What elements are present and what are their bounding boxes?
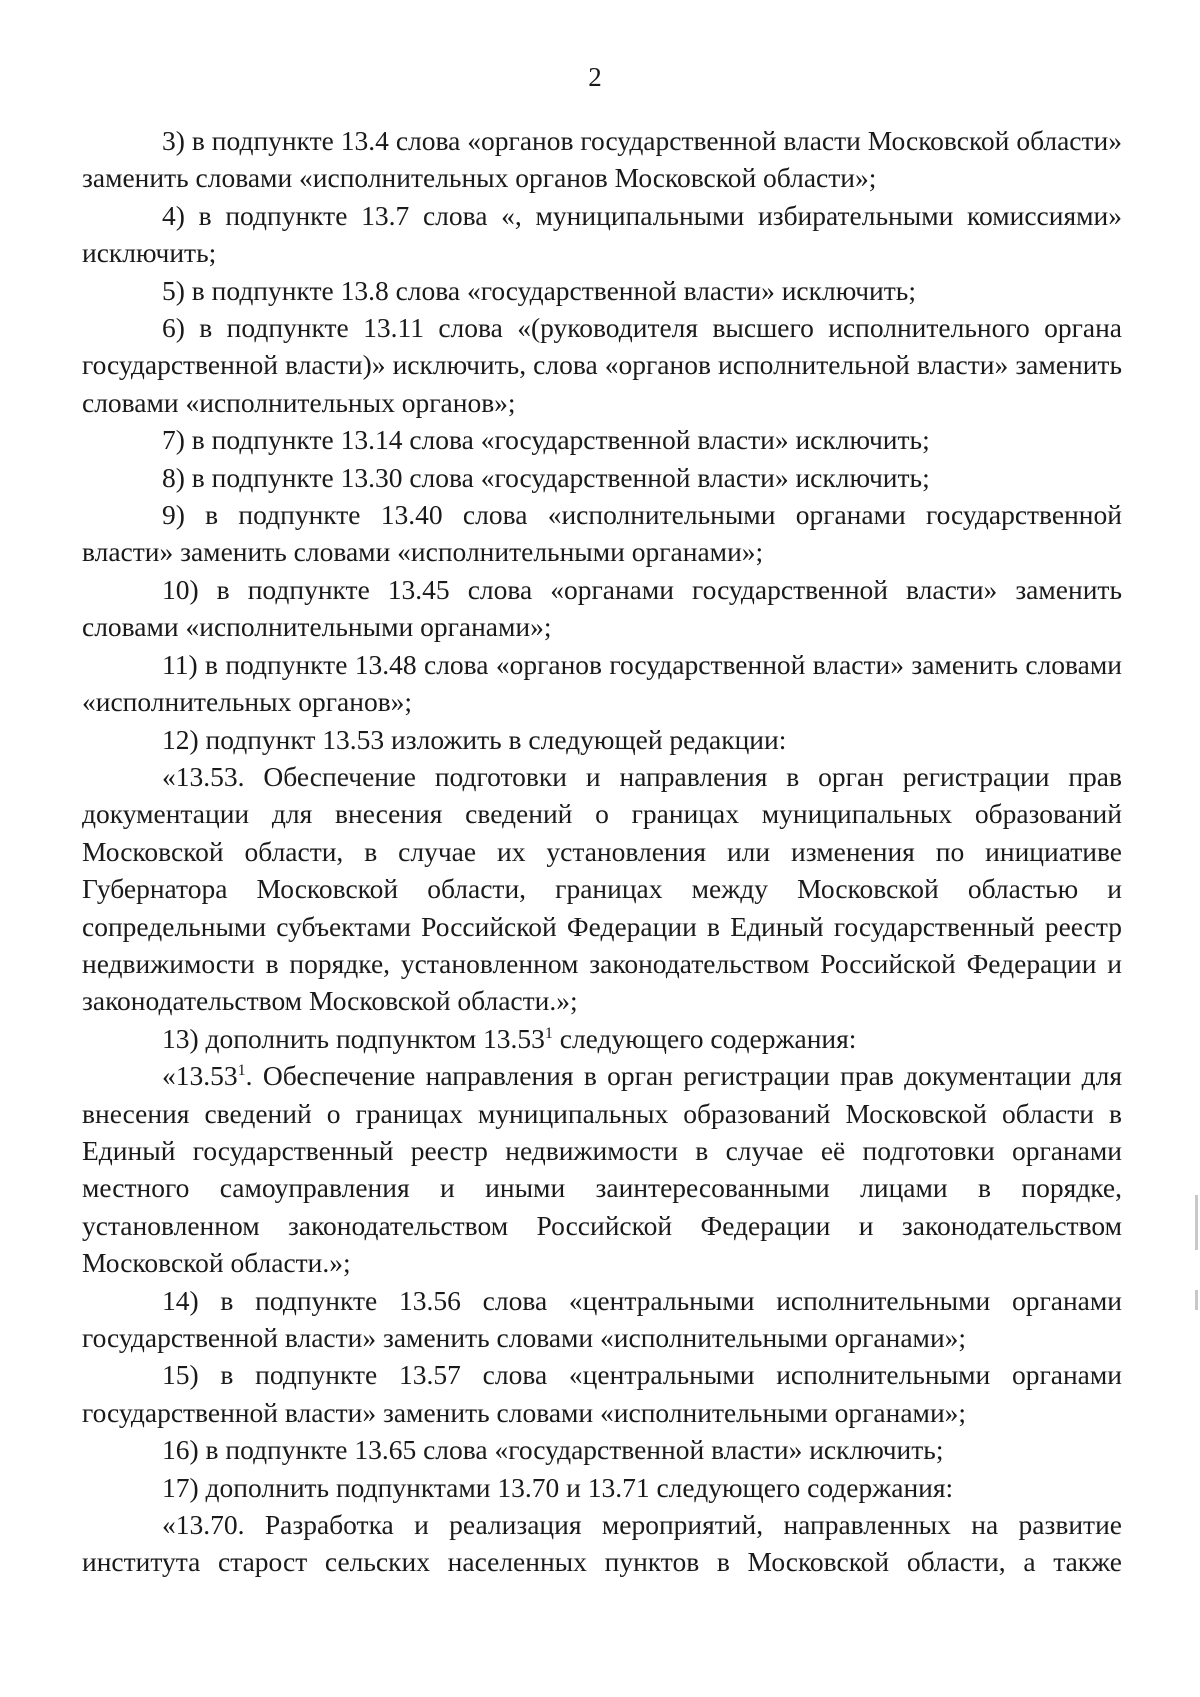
paragraph-item-14: 14) в подпункте 13.56 слова «центральными исполнительными органами государственной власти» заменить словами «исполнительными органами»; xyxy=(82,1284,1122,1353)
page-number: 2 xyxy=(588,62,602,92)
paragraph-item-15: 15) в подпункте 13.57 слова «центральными исполнительными органами государственной власти» заменить словами «исполнительными органами»; xyxy=(82,1359,1122,1428)
paragraph-item-4: 4) в подпункте 13.7 слова «, муниципальными избирательными комиссиями» исключить; xyxy=(82,199,1122,269)
superscript-index: 1 xyxy=(237,1062,246,1079)
quoted-subitem-13-53-1-number: «13.53 xyxy=(162,1060,238,1092)
paragraph-item-11: 11) в подпункте 13.48 слова «органов государственной власти» заменить словами «исполнительных органов»; xyxy=(82,648,1122,718)
superscript-index: 1 xyxy=(544,1024,553,1042)
paragraph-item-10: 10) в подпункте 13.45 слова «органами государственной власти» заменить словами «исполнительными органами»; xyxy=(82,573,1122,643)
quoted-subitem-13-53: «13.53. Обеспечение подготовки и направления в орган регистрации прав документации для внесения сведений о границах муниципальных образований Московской области, в случае их установления или изменения по инициативе Губернатора Московской области, границах между Московской областью и сопредельными субъектами Российской Федерации в Единый государственный реестр недвижимости в порядке, установленном законодательством Российской Федерации и законодательством Московской области.»; xyxy=(82,760,1122,1017)
quoted-subitem-13-53-1 xyxy=(82,1057,1122,1281)
scan-edge-mark xyxy=(1195,1290,1198,1310)
paragraph-item-16: 16) в подпункте 13.65 слова «государственной власти» исключить; xyxy=(162,1434,944,1466)
quoted-subitem-13-53-1-text: . Обеспечение направления в орган регистрации прав документации для внесения сведений о границах муниципальных образований Московской области в Единый государственный реестр недвижимости в случае её подготовки органами местного самоуправления и иными заинтересованными лицами в порядке, установленном законодательством Российской Федерации и законодательством Московской области.»; xyxy=(82,1060,1122,1279)
paragraph-item-12: 12) подпункт 13.53 изложить в следующей редакции: xyxy=(162,723,787,755)
paragraph-item-13 xyxy=(82,1020,1122,1057)
paragraph-item-3: 3) в подпункте 13.4 слова «органов государственной власти Московской области» заменить словами «исполнительных органов Московской области»; xyxy=(82,125,1122,194)
paragraph-item-13-text: 13) дополнить подпунктом 13.53 xyxy=(162,1022,545,1054)
paragraph-item-6: 6) в подпункте 13.11 слова «(руководителя высшего исполнительного органа государственной власти)» исключить, слова «органов исполнительной власти» заменить словами «исполнительных органов»; xyxy=(82,312,1122,418)
paragraph-item-5: 5) в подпункте 13.8 слова «государственной власти» исключить; xyxy=(162,274,916,306)
paragraph-item-9: 9) в подпункте 13.40 слова «исполнительными органами государственной власти» заменить словами «исполнительными органами»; xyxy=(82,499,1122,568)
scan-edge-mark xyxy=(1195,1195,1198,1250)
paragraph-item-7: 7) в подпункте 13.14 слова «государственной власти» исключить; xyxy=(162,424,930,456)
paragraph-item-13-tail: следующего содержания: xyxy=(552,1022,857,1054)
paragraph-item-8: 8) в подпункте 13.30 слова «государственной власти» исключить; xyxy=(162,461,930,493)
paragraph-item-17: 17) дополнить подпунктами 13.70 и 13.71 следующего содержания: xyxy=(162,1471,954,1503)
quoted-subitem-13-70: «13.70. Разработка и реализация мероприятий, направленных на развитие института старост сельских населенных пунктов в Московской области, а также xyxy=(82,1509,1122,1578)
document-body xyxy=(82,122,1122,1581)
